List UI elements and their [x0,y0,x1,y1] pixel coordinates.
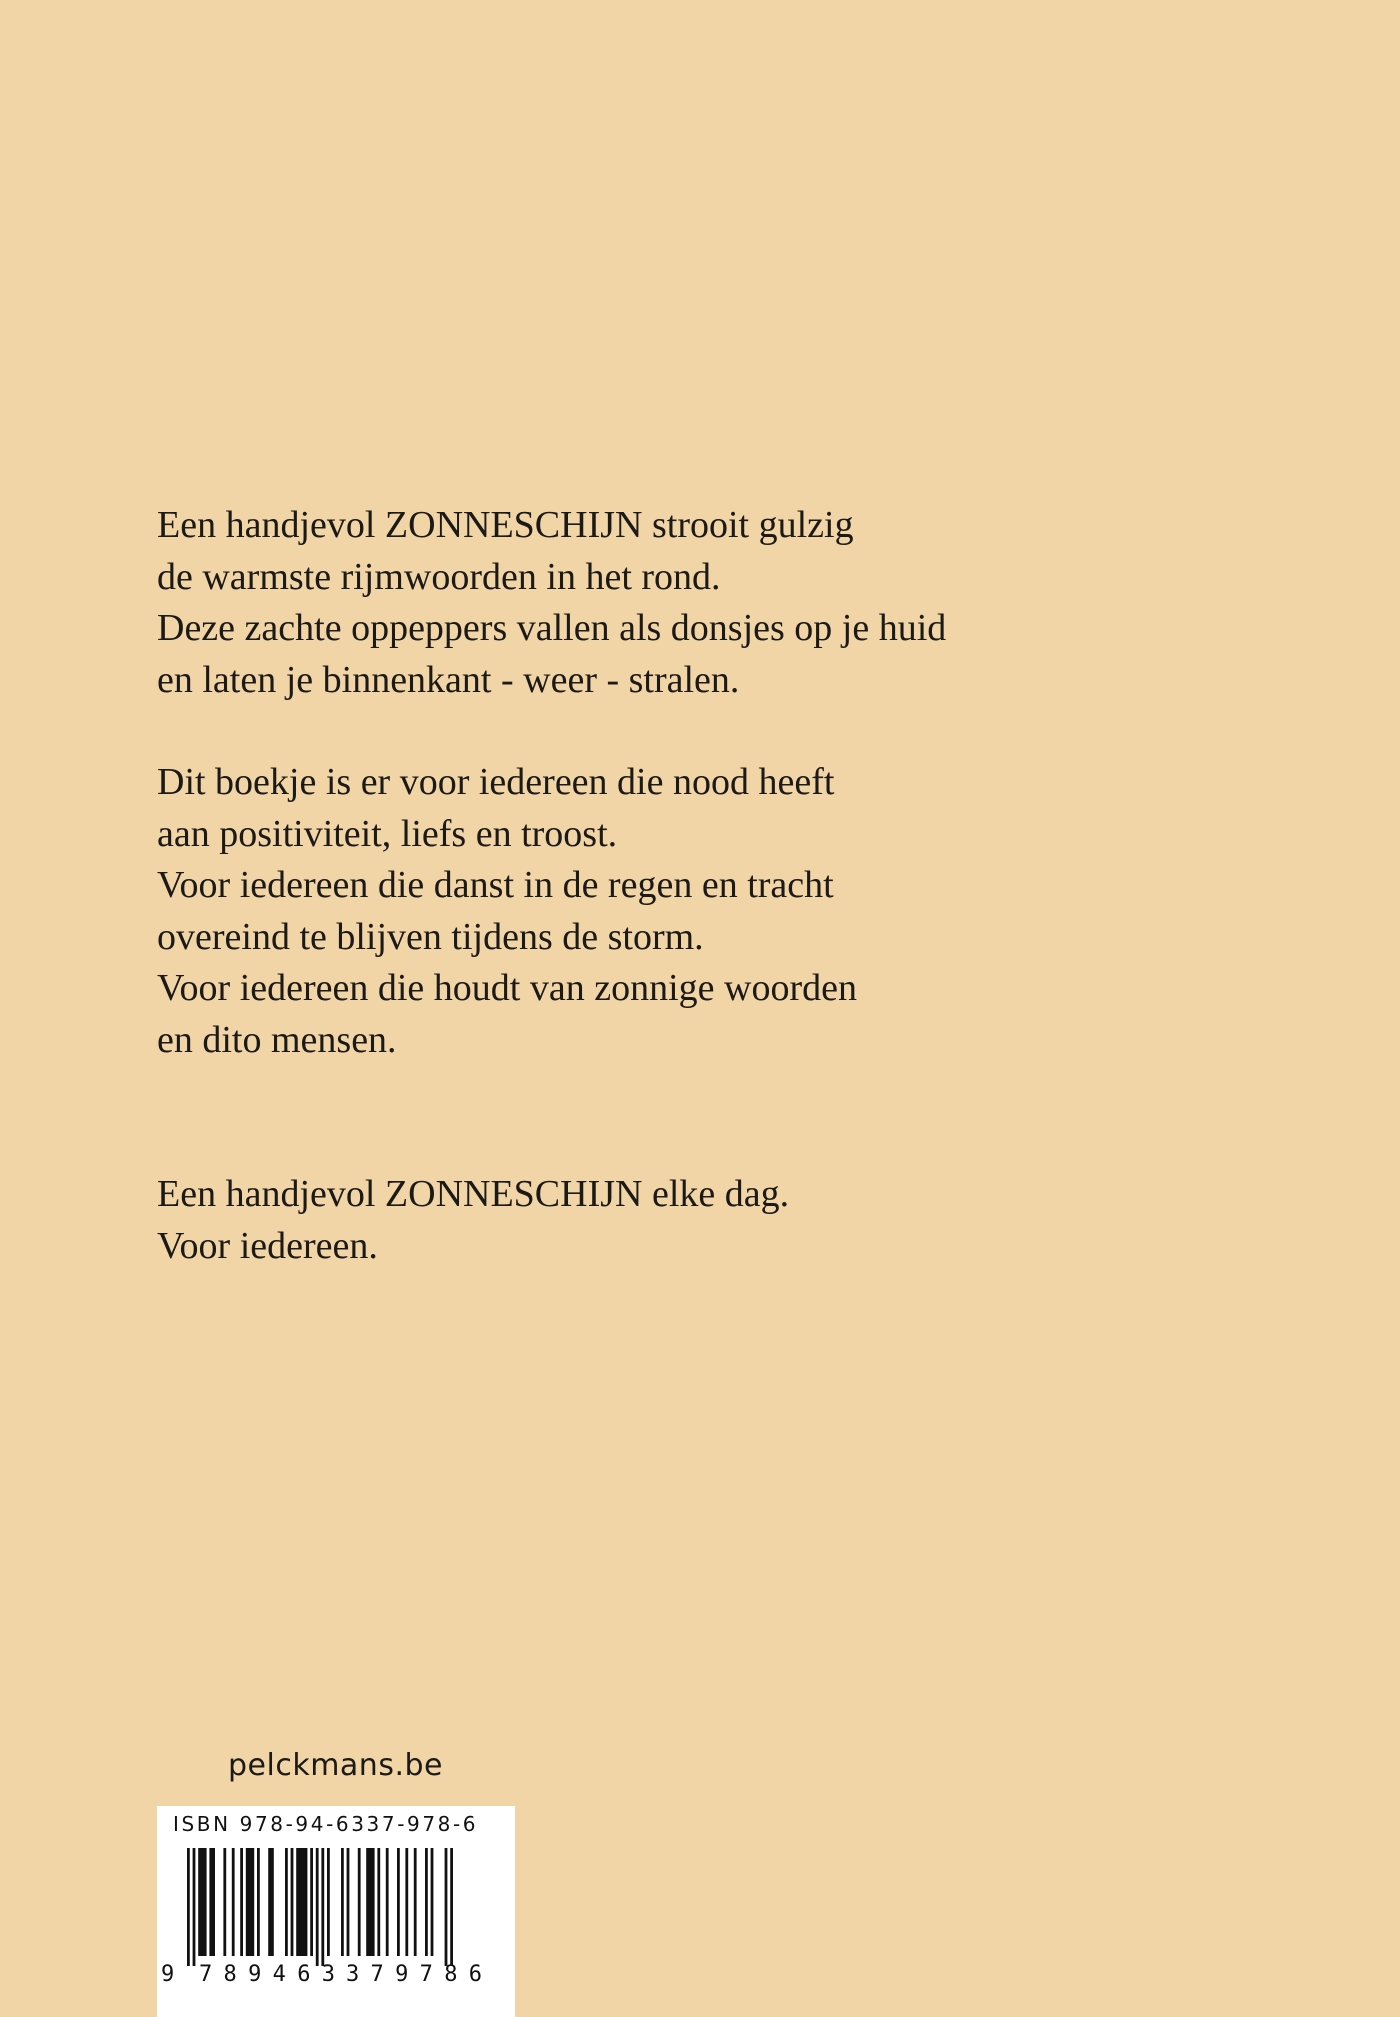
barcode-digit-first: 9 [161,1962,175,1987]
blurb-line: Deze zachte oppeppers vallen als donsjes op je huid [157,607,947,649]
blurb-line: Voor iedereen die houdt van zonnige woorden [157,967,857,1009]
barcode-bar [296,1848,307,1956]
barcode-bar [209,1848,215,1956]
back-cover-blurb [157,500,1157,1272]
isbn-barcode-block [157,1806,515,2017]
blurb-paragraph-3 [157,1169,1157,1272]
barcode-bar [198,1848,206,1956]
barcode-bar [414,1848,417,1956]
blurb-line: en dito mensen. [157,1018,397,1061]
barcode-bar [291,1848,294,1956]
barcode-bar [450,1848,453,1966]
barcode-bar [366,1848,374,1956]
blurb-line: Een handjevol ZONNESCHIJN strooit gulzig [157,504,854,546]
blurb-line: aan positiviteit, liefs en troost. [157,812,618,855]
barcode-bar [310,1848,313,1956]
barcode-bar [445,1848,448,1966]
barcode-bar [316,1848,319,1966]
barcode-digits-right: 379786 [346,1962,482,1987]
blurb-line: Een handjevol ZONNESCHIJN elke dag. [157,1173,790,1215]
blurb-line: de warmste rijmwoorden in het rond. [157,555,721,598]
barcode-bars [187,1848,453,1966]
isbn-label: ISBN 978-94-6337-978-6 [173,1812,479,1836]
barcode-bar [321,1848,324,1966]
barcode-bar [377,1848,380,1956]
publisher-website: pelckmans.be [228,1748,443,1783]
blurb-line: Dit boekje is er voor iedereen die nood heeft [157,761,835,803]
barcode-bar [341,1848,344,1956]
barcode-bar [405,1848,408,1956]
barcode-bar [431,1848,434,1956]
barcode-bar [223,1848,226,1956]
barcode-bar [397,1848,400,1956]
barcode-bar [347,1848,350,1956]
barcode-bar [187,1848,190,1966]
barcode-bar [232,1848,235,1956]
barcode-bar [193,1848,196,1966]
blurb-paragraph-2 [157,757,1157,1066]
barcode-bar [240,1848,243,1956]
ean13-barcode [157,1806,515,2017]
barcode-bar [358,1848,361,1956]
barcode-digits-left: 789463 [199,1962,335,1987]
barcode-bar [386,1848,389,1956]
barcode-bar [246,1848,254,1956]
barcode-bar [268,1848,274,1956]
barcode-bar [425,1848,428,1956]
blurb-line: overeind te blijven tijdens de storm. [157,915,704,958]
blurb-line: Voor iedereen. [157,1224,378,1267]
blurb-line: Voor iedereen die danst in de regen en tracht [157,864,834,906]
barcode-bar [285,1848,288,1956]
barcode-bar [327,1848,330,1956]
blurb-paragraph-1 [157,500,1157,706]
blurb-line: en laten je binnenkant - weer - stralen. [157,658,740,701]
barcode-bar [257,1848,260,1956]
